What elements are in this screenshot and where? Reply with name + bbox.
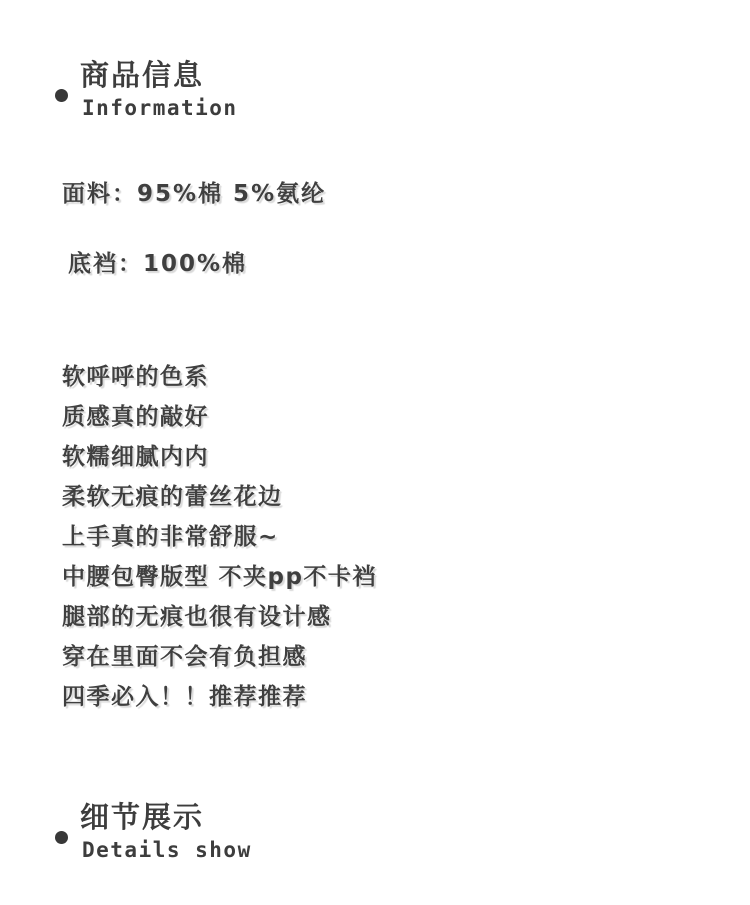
description-line: 柔软无痕的蕾丝花边 <box>62 484 283 510</box>
details-title-cn: 细节展示 <box>80 800 205 834</box>
gusset-spec-line: 底裆：100%棉 <box>68 251 248 277</box>
info-title-cn: 商品信息 <box>80 58 205 92</box>
fabric-spec-line: 面料：95%棉 5%氨纶 <box>62 181 327 207</box>
description-line: 软糯细腻内内 <box>62 444 209 470</box>
details-section-header <box>55 802 252 861</box>
bullet-dot-icon <box>55 89 68 102</box>
description-line: 软呼呼的色系 <box>62 364 209 390</box>
description-line: 四季必入！！推荐推荐 <box>62 684 307 710</box>
bullet-dot-icon <box>55 831 68 844</box>
description-line: 质感真的敲好 <box>62 404 209 430</box>
description-line: 上手真的非常舒服~ <box>62 524 279 550</box>
description-list <box>62 357 377 717</box>
description-line: 穿在里面不会有负担感 <box>62 644 307 670</box>
details-title-en: Details show <box>82 838 252 862</box>
description-line: 腿部的无痕也很有设计感 <box>62 604 332 630</box>
info-title-en: Information <box>82 96 238 120</box>
description-line: 中腰包臀版型 不夹pp不卡裆 <box>62 564 377 590</box>
info-section-header <box>55 60 238 119</box>
